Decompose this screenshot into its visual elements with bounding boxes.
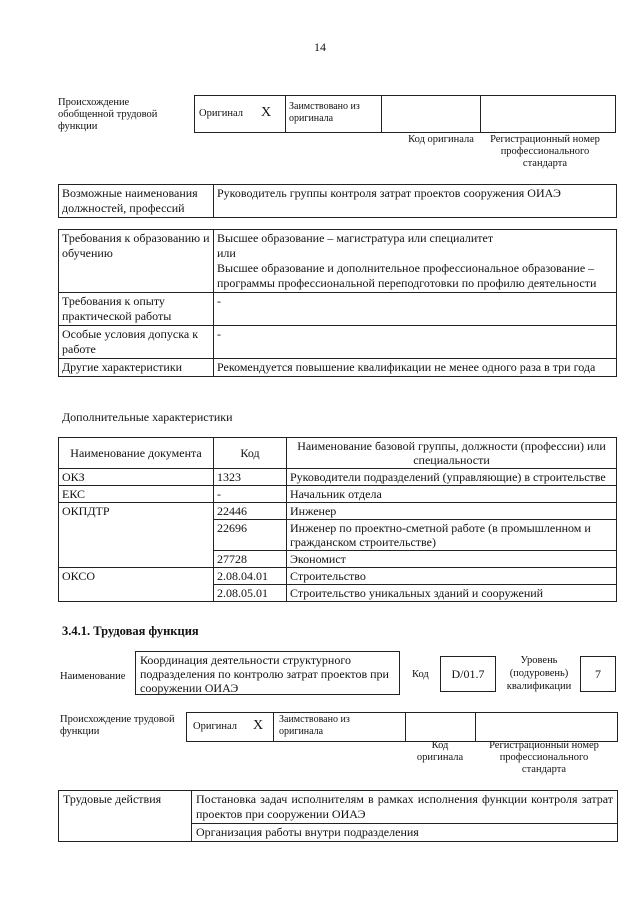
cell-divider (285, 96, 286, 132)
page-number: 14 (314, 40, 326, 54)
origin-block-generalized (58, 95, 618, 169)
origin-grid (194, 95, 616, 133)
cell-divider (273, 713, 274, 741)
header-code: Код (214, 438, 287, 469)
origin-label: Происхождение обобщенной трудовой функции (58, 97, 158, 132)
row-code: - (214, 486, 287, 503)
original-label: Оригинал (193, 721, 237, 732)
row-name: Экономист (287, 551, 617, 568)
row-name: Строительство уникальных зданий и сооружений (287, 585, 617, 602)
row-code: 22446 (214, 503, 287, 520)
borrowed-label: Заимствовано из оригинала (279, 714, 350, 737)
row-code: 2.08.04.01 (214, 568, 287, 585)
additional-table (58, 437, 617, 602)
additional-title: Дополнительные характеристики (62, 410, 233, 424)
row-doc: ОКЗ (59, 469, 214, 486)
cell-divider (480, 96, 481, 132)
req-value: Высшее образование – магистратура или специалитет или Высшее образование и дополнительное профессиональное образование – программы профессиональной переподготовки по профилю деятельности (214, 230, 617, 293)
req-value: Рекомендуется повышение квалификации не менее одного раза в три года (214, 359, 617, 377)
labor-action-item: Организация работы внутри подразделения (192, 824, 618, 842)
code-caption: Код оригинала (408, 134, 474, 145)
cell-divider (405, 713, 406, 741)
function-code-value: D/01.7 (440, 656, 496, 692)
table-row (59, 791, 618, 824)
level-value: 7 (580, 656, 616, 692)
positions-table (58, 184, 617, 218)
reg-caption: Регистрационный номер профессионального стандарта (490, 134, 600, 169)
req-label: Особые условия допуска к работе (59, 326, 214, 359)
row-doc: ЕКС (59, 486, 214, 503)
cell-divider (475, 713, 476, 741)
table-row (59, 469, 617, 486)
original-label: Оригинал (199, 108, 243, 119)
header-doc: Наименование документа (59, 438, 214, 469)
labor-actions-table (58, 790, 618, 842)
req-label: Другие характеристики (59, 359, 214, 377)
req-other-row (59, 359, 617, 377)
function-name-label: Наименование (60, 671, 126, 682)
req-experience-row (59, 293, 617, 326)
reg-caption: Регистрационный номер профессионального стандарта (489, 740, 599, 775)
positions-value: Руководитель группы контроля затрат проектов сооружения ОИАЭ (214, 185, 617, 218)
req-education-row (59, 230, 617, 293)
row-name: Инженер (287, 503, 617, 520)
row-code: 27728 (214, 551, 287, 568)
row-doc: ОКСО (59, 568, 214, 602)
borrowed-label: Заимствовано из оригинала (289, 101, 360, 124)
cell-divider (381, 96, 382, 132)
labor-actions-label: Трудовые действия (59, 791, 192, 842)
req-value: - (214, 326, 617, 359)
section-title: 3.4.1. Трудовая функция (62, 624, 199, 638)
origin-label-function: Происхождение трудовой функции (60, 714, 175, 737)
req-label: Требования к образованию и обучению (59, 230, 214, 293)
table-row (59, 568, 617, 585)
code-caption: Код оригинала (416, 740, 464, 763)
original-mark: X (253, 718, 264, 733)
row-name: Начальник отдела (287, 486, 617, 503)
row-name: Строительство (287, 568, 617, 585)
table-row (59, 486, 617, 503)
labor-action-item: Постановка задач исполнителям в рамках исполнения функции контроля затрат проектов при сооружении ОИАЭ (192, 791, 618, 824)
req-value: - (214, 293, 617, 326)
requirements-table (58, 229, 617, 377)
row-doc: ОКПДТР (59, 503, 214, 568)
function-code-label: Код (412, 669, 429, 680)
req-access-row (59, 326, 617, 359)
req-label: Требования к опыту практической работы (59, 293, 214, 326)
table-row (59, 503, 617, 520)
row-code: 22696 (214, 520, 287, 551)
row-code: 1323 (214, 469, 287, 486)
header-name: Наименование базовой группы, должности (профессии) или специальности (287, 438, 617, 469)
table-header-row (59, 438, 617, 469)
function-name-value: Координация деятельности структурного подразделения по контролю затрат проектов при сооружении ОИАЭ (135, 651, 400, 695)
level-label: Уровень (подуровень) квалификации (506, 655, 572, 692)
row-code: 2.08.05.01 (214, 585, 287, 602)
original-mark: X (261, 105, 272, 120)
positions-label: Возможные наименования должностей, профессий (59, 185, 214, 218)
row-name: Инженер по проектно-сметной работе (в промышленном и гражданском строительстве) (287, 520, 617, 551)
row-name: Руководители подразделений (управляющие) в строительстве (287, 469, 617, 486)
origin-grid-function (186, 712, 618, 742)
